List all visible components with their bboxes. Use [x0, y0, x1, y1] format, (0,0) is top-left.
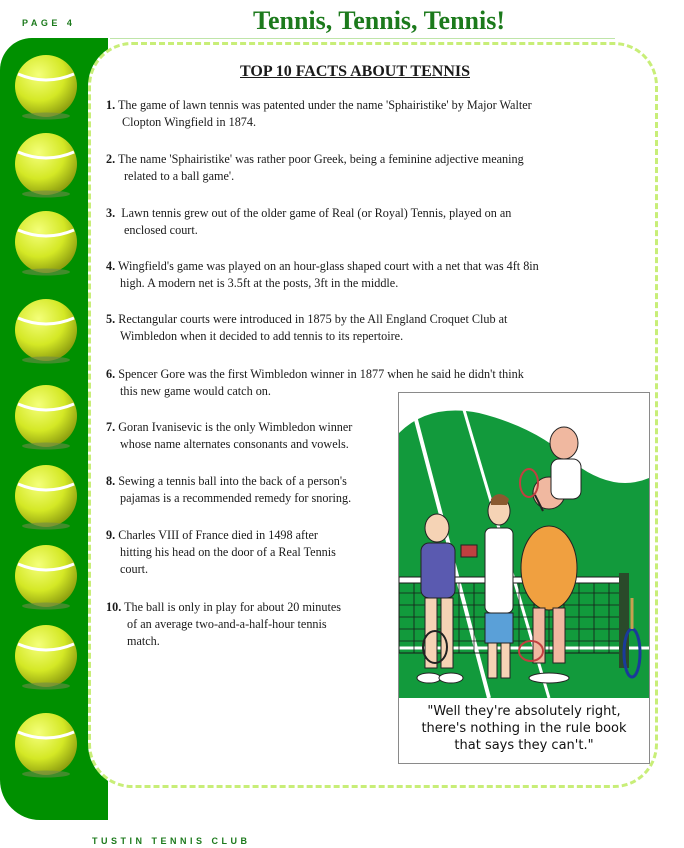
fact-item-4 — [106, 258, 539, 292]
fact-item-2 — [106, 151, 524, 185]
fact-item-5 — [106, 311, 507, 345]
tennis-ball-column — [10, 38, 82, 798]
fact-number: 1. — [106, 98, 116, 112]
caption-line: there's nothing in the rule book — [421, 721, 627, 736]
fact-text: this new game would catch on. — [120, 384, 271, 398]
fact-text: Spencer Gore was the first Wimbledon winner in 1877 when he said he didn't think — [118, 367, 524, 381]
fact-number: 5. — [106, 312, 116, 326]
cartoon-caption — [403, 703, 645, 754]
fact-text: whose name alternates consonants and vowels. — [120, 437, 349, 451]
fact-text: Rectangular courts were introduced in 1875 by the All England Croquet Club at — [118, 312, 508, 326]
tennis-ball-icon — [12, 710, 80, 778]
fact-text: court. — [120, 562, 149, 576]
fact-item-8 — [106, 473, 351, 507]
tennis-cartoon — [398, 392, 650, 764]
club-name-footer: TUSTIN TENNIS CLUB — [92, 836, 251, 846]
tennis-ball-icon — [12, 622, 80, 690]
fact-text: pajamas is a recommended remedy for snoring. — [120, 491, 352, 505]
fact-item-1 — [106, 97, 532, 131]
tennis-ball-icon — [12, 462, 80, 530]
tennis-ball-icon — [12, 382, 80, 450]
fact-text: The ball is only in play for about 20 minutes — [124, 600, 342, 614]
fact-text: The name 'Sphairistike' was rather poor Greek, being a feminine adjective meaning — [117, 152, 524, 166]
fact-number: 6. — [106, 367, 116, 381]
fact-number: 8. — [106, 474, 116, 488]
title-rule — [110, 38, 615, 39]
fact-text: The game of lawn tennis was patented under the name 'Sphairistike' by Major Walter — [117, 98, 532, 112]
fact-text: high. A modern net is 3.5ft at the posts, 3ft in the middle. — [120, 276, 399, 290]
fact-item-10 — [106, 599, 341, 650]
fact-number: 2. — [106, 152, 116, 166]
tennis-ball-icon — [12, 296, 80, 364]
newsletter-title: Tennis, Tennis, Tennis! — [253, 6, 505, 35]
fact-number: 3. — [106, 206, 116, 220]
tennis-ball-icon — [12, 52, 80, 120]
fact-text: match. — [127, 634, 160, 648]
fact-text: related to a ball game'. — [124, 169, 235, 183]
fact-text: Clopton Wingfield in 1874. — [122, 115, 257, 129]
fact-number: 9. — [106, 528, 116, 542]
cartoon-illustration — [399, 393, 649, 698]
fact-number: 7. — [106, 420, 116, 434]
fact-text: of an average two-and-a-half-hour tennis — [127, 617, 327, 631]
fact-text: Goran Ivanisevic is the only Wimbledon winner — [118, 420, 353, 434]
caption-line: "Well they're absolutely right, — [427, 704, 621, 719]
fact-item-9 — [106, 527, 336, 578]
fact-item-7 — [106, 419, 352, 453]
fact-text: hitting his head on the door of a Real Tennis — [120, 545, 336, 559]
fact-number: 10. — [106, 600, 122, 614]
tennis-ball-icon — [12, 208, 80, 276]
page-number: PAGE 4 — [22, 18, 76, 28]
section-heading: TOP 10 FACTS ABOUT TENNIS — [240, 63, 470, 80]
tennis-ball-icon — [12, 542, 80, 610]
fact-text: Charles VIII of France died in 1498 after — [118, 528, 318, 542]
fact-text: Lawn tennis grew out of the older game of Real (or Royal) Tennis, played on an — [121, 206, 512, 220]
fact-text: Wimbledon when it decided to add tennis to its repertoire. — [120, 329, 404, 343]
fact-text: enclosed court. — [124, 223, 198, 237]
fact-item-3 — [106, 205, 511, 239]
tennis-ball-icon — [12, 130, 80, 198]
fact-number: 4. — [106, 259, 116, 273]
fact-text: Wingfield's game was played on an hour-glass shaped court with a net that was 4ft 8in — [117, 259, 539, 273]
fact-text: Sewing a tennis ball into the back of a person's — [118, 474, 347, 488]
caption-line: that says they can't." — [454, 738, 594, 753]
